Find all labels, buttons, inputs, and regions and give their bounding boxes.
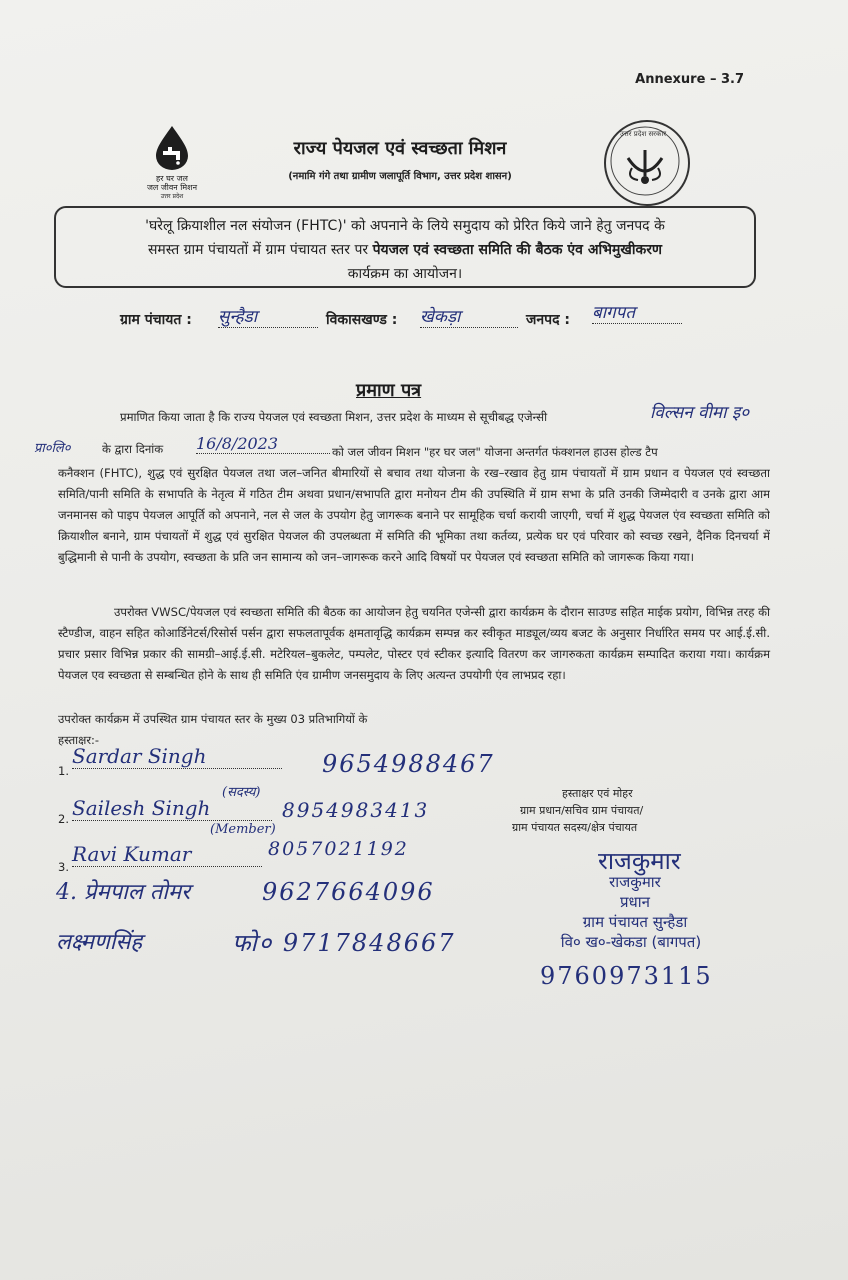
participant-3-signature: Ravi Kumar xyxy=(72,842,262,867)
logo-caption-3: उत्तर प्रदेश xyxy=(160,193,184,200)
participant-2-num: 2. xyxy=(58,812,69,826)
para1-text: कनैक्शन (FHTC), शुद्ध एवं सुरक्षित पेयजल तथा जल–जनित बीमारियों से बचाव तथा योजना के रख–रखाव हेतु ग्राम पंचायतों में ग्राम प्रधान व पेयजल एवं स्वच्छता समिति/पानी समिति के सभापति के नेतृत्व में गठित टीम अथवा प्रधान/सभापति द्वारा मनोयन टीम की उपस्थिति में ग्राम सभा के प्रति उनकी जिम्मेदारी व उनके द्वारा आम जनमानस को पाइप पेयजल आपूर्ति को अपनाने, नल से जल के उपयोग हेतु जागरूक बनाने पर सामूहिक चर्चा करायी जाएगी, चर्चा में शुद्ध पेयजल एंव स्वच्छता समिति को क्रियाशील बनाने, ग्राम पंचायतों में शुद्ध एवं सुरक्षित पेयजल की उपलब्धता में समिति की भूमिका तथा कर्तव्य, प्रत्येक घर एवं परिवार को स्वच्छ रखने, दैनिक दिनचर्या में बुद्धिमानी से पानी के उपयोग, स्वच्छता के प्रति जन सामान्य को जन–जागरूक करने आदि विषयों पर पेयजल एवं स्वच्छता समिति को जागरूक किया गया। xyxy=(58,466,770,564)
authority-line-3: ग्राम पंचायत सदस्य/क्षेत्र पंचायत xyxy=(512,821,638,834)
emblem-text: उत्तर प्रदेश सरकार xyxy=(620,130,667,138)
box-line-3: कार्यक्रम का आयोजन। xyxy=(347,266,463,282)
stamp-name: राजकुमार xyxy=(609,873,661,891)
stamp-title: प्रधान xyxy=(620,893,650,911)
participant-3-num: 3. xyxy=(58,860,69,874)
participants-line1: उपरोक्त कार्यक्रम में उपस्थित ग्राम पंचायत स्तर के मुख्य 03 प्रतिभागियों के xyxy=(58,712,368,726)
stamp-gp: ग्राम पंचायत सुन्हैडा xyxy=(582,913,688,931)
participant-2-note: (सदस्य) xyxy=(222,785,261,800)
program-title-box xyxy=(54,206,756,288)
page-subtitle: (नमामि गंगे तथा ग्रामीण जलापूर्ति विभाग, उत्तर प्रदेश शासन) xyxy=(288,171,512,182)
box-line-1: 'घरेलू क्रियाशील नल संयोजन (FHTC)' को अपनाने के लिये समुदाय को प्रेरित किये जाने हेतु जनपद के xyxy=(145,218,665,234)
gp-value: सुन्हैडा xyxy=(218,304,318,328)
agency-suffix: प्रा०लि० xyxy=(34,441,71,456)
water-drop-tap-icon xyxy=(152,124,192,170)
extra-signature-1: 4. प्रेमपाल तोमर xyxy=(56,880,191,905)
para1-date-label: के द्वारा दिनांक xyxy=(102,442,164,456)
authority-line-1: हस्ताक्षर एवं मोहर xyxy=(562,787,633,800)
para1-start: प्रमाणित किया जाता है कि राज्य पेयजल एवं स्वच्छता मिशन, उत्तर प्रदेश के माध्यम से सूचीबद्ध एजेन्सी xyxy=(120,410,548,424)
agency-name: विल्सन वीमा इ० xyxy=(650,403,750,423)
participant-3-phone: 8057021192 xyxy=(268,838,409,860)
box-line-2b: पेयजल एवं स्वच्छता समिति की बैठक एंव अभिमुखीकरण xyxy=(372,242,663,258)
para1-rest-line1: को जल जीवन मिशन "हर घर जल" योजना अन्तर्गत फंक्शनल हाउस होल्ड टैप xyxy=(332,445,658,459)
stamp-block: वि० ख०-खेकडा (बागपत) xyxy=(560,933,702,951)
authority-line-2: ग्राम प्रधान/सचिव ग्राम पंचायत/ xyxy=(520,804,644,817)
annexure-label: Annexure – 3.7 xyxy=(635,72,744,87)
para1-body xyxy=(58,463,770,593)
box-line-2 xyxy=(70,238,740,262)
jal-jeevan-mission-logo xyxy=(132,124,212,201)
stamp-phone: 9760973115 xyxy=(540,962,713,990)
district-label: जनपद : xyxy=(526,312,571,328)
gp-label: ग्राम पंचायत : xyxy=(120,312,192,328)
program-date: 16/8/2023 xyxy=(196,434,330,454)
block-label: विकासखण्ड : xyxy=(326,312,398,328)
authority-block xyxy=(512,785,712,836)
extra-signature-1-phone: 9627664096 xyxy=(262,878,435,906)
district-value: बागपत xyxy=(592,300,682,324)
logo-caption-1: हर घर जल xyxy=(156,174,188,183)
para2: उपरोक्त VWSC/पेयजल एवं स्वच्छता समिति की बैठक का आयोजन हेतु चयनित एजेन्सी द्वारा कार्यक्रम के दौरान साउण्ड सहित माईक प्रयोग, विभिन्न तरह की स्टैण्डीज, वाहन सहित कोआर्डिनेटर्स/रिसोर्स पर्सन द्वारा सफलतापूर्वक क्षमतावृद्धि कार्यक्रम सम्पन्न कर स्वीकृत माड्यूल/व्यय बजट के अनुसार निर्धारित समय पर आई.ई.सी. प्रचार प्रसार विभिन्न प्रकार की सामग्री–आई.ई.सी. मटेरियल–बुकलेट, पम्पलेट, पोस्टर एवं स्टीकर इत्यादि वितरण कर जागरुकता कार्यक्रम सम्पादित कराया गया। कार्यक्रम पेयजल एव स्वच्छता से सम्बन्धित होने के साथ ही समिति एंव ग्रामीण जनसमुदाय के लिए अत्यन्त उपयोगी एंव लाभप्रद रहा। xyxy=(58,605,770,682)
participant-1-signature: Sardar Singh xyxy=(72,744,282,769)
box-line-2a: समस्त ग्राम पंचायतों में ग्राम पंचायत स्तर पर xyxy=(147,242,373,258)
page-title: राज्य पेयजल एवं स्वच्छता मिशन xyxy=(293,138,507,159)
authority-signature: राजकुमार xyxy=(598,847,681,875)
block-value: खेकड़ा xyxy=(420,304,518,328)
participants-line2: हस्ताक्षर:- xyxy=(58,733,100,747)
participant-2-signature: Sailesh Singh xyxy=(72,796,272,821)
extra-signature-2: लक्ष्मणसिंह xyxy=(56,930,143,955)
logo-caption-2: जल जीवन मिशन xyxy=(146,183,198,192)
certificate-heading: प्रमाण पत्र xyxy=(356,380,422,401)
participant-1-num: 1. xyxy=(58,764,69,778)
participant-3-note: (Member) xyxy=(210,822,276,837)
up-state-emblem-icon xyxy=(604,120,690,206)
participant-1-phone: 9654988467 xyxy=(322,750,495,778)
participant-2-phone: 8954983413 xyxy=(282,798,430,822)
extra-signature-2-phone: फो० 9717848667 xyxy=(232,929,456,957)
